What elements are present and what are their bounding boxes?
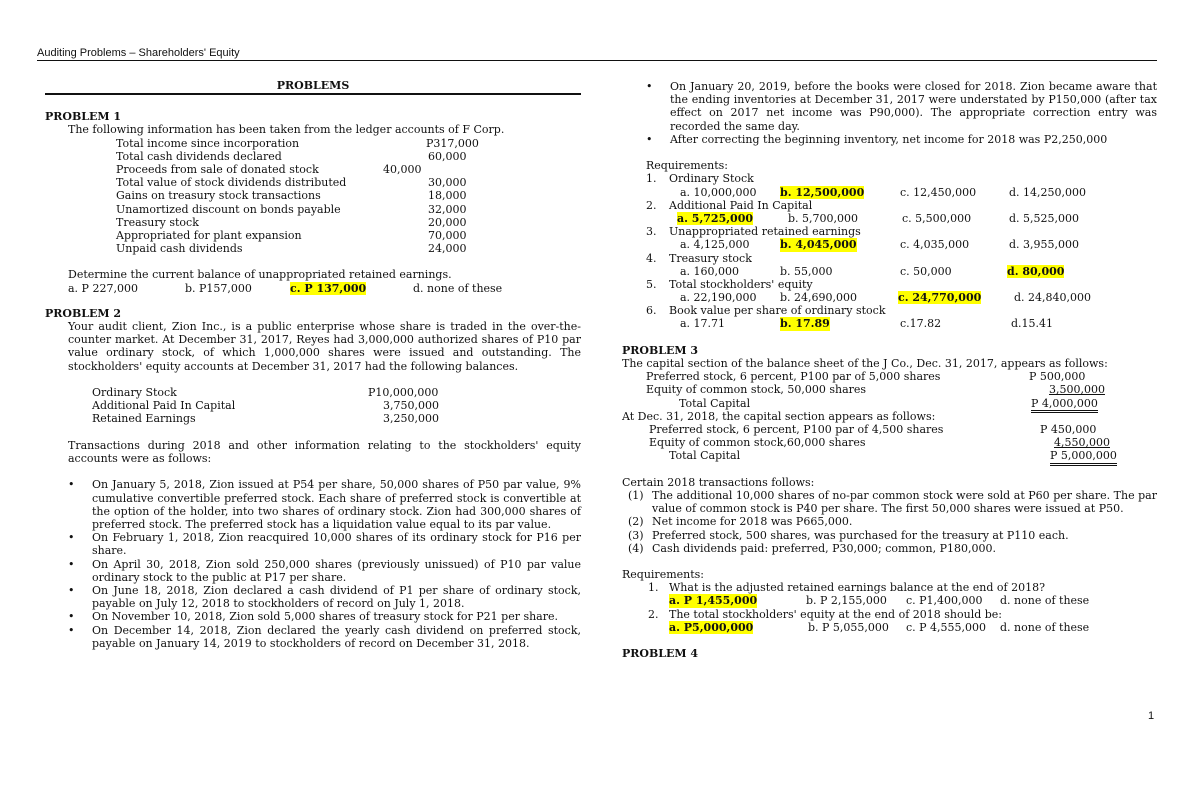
- transaction-item: (2) Net income for 2018 was P665,000.: [628, 515, 853, 529]
- transaction-item: (3) Preferred stock, 500 shares, was purchased for the treasury at P110 each.: [628, 528, 1069, 542]
- problem-1-ledger: [45, 137, 581, 256]
- ledger-row: Unamortized discount on bonds payable 32,000: [116, 202, 467, 216]
- question-2-choices: a. P5,000,000 b. P 5,055,000 c. P 4,555,000 d. none of these: [669, 620, 1090, 634]
- transactions-intro: Certain 2018 transactions follows:: [622, 475, 815, 489]
- choice-c-answer: c. P 137,000: [290, 281, 367, 295]
- requirement-title: 5. Total stockholders' equity: [646, 277, 813, 291]
- bullet-item: • On January 20, 2019, before the books were closed for 2018. Zion became aware that the ending inventories at December 31, 2017 were understated by P150,000 (after tax effect on 2017 net income was P90,000). The appropriate correction entry was recorded the same day.: [646, 80, 1157, 133]
- bullet-item: • After correcting the beginning inventory, net income for 2018 was P2,250,000: [646, 133, 1157, 146]
- running-header: Auditing Problems – Shareholders' Equity: [37, 47, 240, 59]
- bullet-item: • On January 5, 2018, Zion issued at P54 per share, 50,000 shares of P50 par value, 9% cumulative convertible preferred stock. Each share of preferred stock is convertible at the option of the holder, into two shares of ordinary stock. Zion had 300,000 shares of preferred stock. The preferred stock has a liquidation value equal to its par value.: [68, 478, 581, 531]
- answer: b. 17.89: [780, 317, 830, 331]
- capital-row: Total Capital P 4,000,000: [622, 397, 1157, 410]
- requirement-title: 3. Unappropriated retained earnings: [646, 225, 861, 239]
- requirements-label: Requirements:: [646, 159, 729, 173]
- right-column: [622, 80, 1157, 660]
- requirement-title: 4. Treasury stock: [646, 251, 752, 265]
- balance-row: Retained Earnings 3,250,000: [92, 412, 439, 426]
- requirement-choices: a. 4,125,000 b. 4,045,000 c. 4,035,000 d. 3,955,000: [680, 238, 1080, 252]
- problem-1-title: PROBLEM 1: [45, 110, 122, 124]
- requirement-choices: a. 10,000,000 b. 12,500,000 c. 12,450,000 d. 14,250,000: [680, 185, 1087, 199]
- ledger-row: Gains on treasury stock transactions 18,000: [116, 189, 467, 203]
- question-2: 2. The total stockholders' equity at the end of 2018 should be:: [648, 607, 1003, 621]
- problem-2-bullets-continued: [622, 80, 1157, 146]
- requirement-title: 6. Book value per share of ordinary stock: [646, 304, 886, 318]
- problems-heading: PROBLEMS: [276, 79, 350, 92]
- requirement-choices: a. 22,190,000 b. 24,690,000 c. 24,770,000 d. 24,840,000: [680, 291, 1092, 305]
- answer: d. 80,000: [1007, 264, 1065, 278]
- answer: a. P5,000,000: [669, 620, 754, 634]
- requirement-choices: a. 160,000 b. 55,000 c. 50,000 d. 80,000: [680, 264, 1065, 278]
- problem-1-question: Determine the current balance of unappropriated retained earnings.: [68, 268, 452, 282]
- answer: a. P 1,455,000: [669, 594, 758, 608]
- left-column: [45, 79, 581, 650]
- capital-2018: [622, 423, 1157, 463]
- ledger-row: Treasury stock 20,000: [116, 215, 467, 229]
- page-number: 1: [1148, 710, 1155, 722]
- problem-2-title: PROBLEM 2: [45, 306, 122, 320]
- question-1: 1. What is the adjusted retained earnings balance at the end of 2018?: [648, 581, 1045, 595]
- problem-2-bullets: [45, 478, 581, 650]
- bullet-item: • On June 18, 2018, Zion declared a cash dividend of P1 per share of ordinary stock, payable on July 12, 2018 to stockholders of record on July 1, 2018.: [68, 584, 581, 610]
- requirements-list: [622, 172, 1157, 330]
- capital-row: Preferred stock, 6 percent, P100 par of 5,000 shares P 500,000: [646, 370, 1086, 384]
- requirement-title: 1. Ordinary Stock: [646, 172, 754, 186]
- bullet-item: • On November 10, 2018, Zion sold 5,000 shares of treasury stock for P21 per share.: [68, 610, 581, 623]
- capital-row: Equity of common stock,60,000 shares 4,550,000: [649, 436, 1110, 450]
- capital-row: Equity of common stock, 50,000 shares 3,500,000: [646, 383, 1105, 397]
- problem-2-balances: [45, 386, 581, 426]
- problem-1-intro: The following information has been taken from the ledger accounts of F Corp.: [68, 123, 505, 137]
- requirement-choices: a. 5,725,000 b. 5,700,000 c. 5,500,000 d. 5,525,000: [677, 211, 1080, 225]
- question-1-choices: a. P 1,455,000 b. P 2,155,000 c. P1,400,000 d. none of these: [669, 594, 1090, 608]
- ledger-row: Proceeds from sale of donated stock 40,000: [116, 162, 422, 176]
- header-rule: [37, 60, 1157, 61]
- choice-d: d. none of these: [413, 281, 503, 295]
- ledger-row: Total income since incorporation P317,000: [116, 136, 479, 150]
- balance-row: Additional Paid In Capital 3,750,000: [92, 399, 439, 413]
- problem-2-intro: Your audit client, Zion Inc., is a public enterprise whose share is traded in the over-the-counter market. At December 31, 2017, Reyes had 3,000,000 authorized shares of P10 par value ordinary stock, of which 1,000,000 shares were issued and outstanding. The stockholders' equity accounts at December 31, 2017 had the following balances.: [68, 320, 581, 373]
- problem-3-intro: The capital section of the balance sheet of the J Co., Dec. 31, 2017, appears as follows:: [622, 357, 1108, 371]
- ledger-row: Total cash dividends declared 60,000: [116, 149, 467, 163]
- answer: b. 4,045,000: [780, 238, 857, 252]
- capital-2017: [622, 370, 1157, 410]
- transactions-list: [622, 489, 1157, 555]
- answer: a. 5,725,000: [677, 211, 754, 225]
- transaction-item: (4) Cash dividends paid: preferred, P30,000; common, P180,000.: [628, 541, 996, 555]
- ledger-row: Appropriated for plant expansion 70,000: [116, 228, 467, 242]
- bullet-item: • On April 30, 2018, Zion sold 250,000 shares (previously unissued) of P10 par value ordinary stock to the public at P17 per share.: [68, 558, 581, 584]
- ledger-row: Unpaid cash dividends 24,000: [116, 242, 467, 256]
- transaction-item: (1) The additional 10,000 shares of no-par common stock were sold at P60 per share. The par value of common stock is P40 per share. The first 50,000 shares were issued at P50.: [628, 488, 1157, 516]
- problem-1-choices: [45, 282, 581, 295]
- answer: c. 24,770,000: [898, 291, 982, 305]
- problem-3-title: PROBLEM 3: [622, 343, 699, 357]
- problem-3-requirements-label: Requirements:: [622, 568, 705, 582]
- problem-4-title: PROBLEM 4: [622, 647, 699, 661]
- capital-row: Preferred stock, 6 percent, P100 par of 4,500 shares P 450,000: [649, 422, 1097, 436]
- ledger-row: Total value of stock dividends distributed 30,000: [116, 176, 467, 190]
- transactions-intro: Transactions during 2018 and other information relating to the stockholders' equity accounts were as follows:: [68, 438, 581, 465]
- answer: b. 12,500,000: [780, 185, 865, 199]
- bullet-item: • On February 1, 2018, Zion reacquired 10,000 shares of its ordinary stock for P16 per share.: [68, 531, 581, 557]
- balance-row: Ordinary Stock P10,000,000: [92, 386, 439, 399]
- choice-b: b. P157,000: [185, 281, 252, 295]
- problem-3-mid: At Dec. 31, 2018, the capital section appears as follows:: [622, 409, 936, 423]
- bullet-item: • On December 14, 2018, Zion declared the yearly cash dividend on preferred stock, payable on January 14, 2019 to stockholders of record on December 31, 2018.: [68, 624, 581, 650]
- capital-row: Total Capital P 5,000,000: [622, 449, 1157, 462]
- requirement-title: 2. Additional Paid In Capital: [646, 198, 813, 212]
- choice-a: a. P 227,000: [68, 281, 138, 295]
- requirement-choices: a. 17.71 b. 17.89 c.17.82 d.15.41: [680, 317, 1054, 331]
